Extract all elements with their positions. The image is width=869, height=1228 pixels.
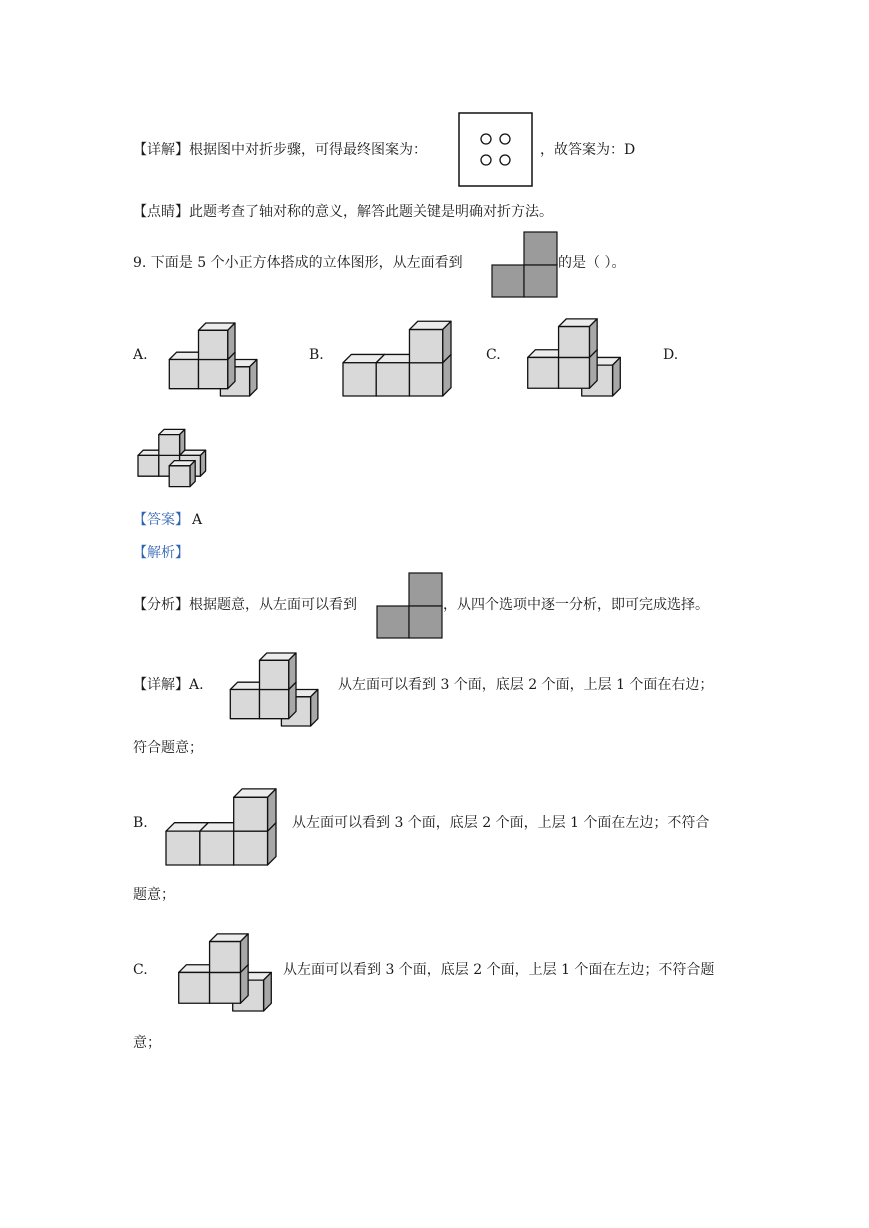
cube-front-face bbox=[376, 363, 409, 396]
cube-side-face bbox=[250, 360, 257, 397]
detail-a-figure bbox=[222, 652, 332, 727]
option-a-label: A. bbox=[133, 347, 148, 363]
detail-b-continuation: 题意； bbox=[133, 887, 175, 903]
option-d-figure bbox=[137, 418, 242, 498]
cube-side-face bbox=[240, 934, 248, 973]
detail-c-continuation: 意； bbox=[133, 1035, 161, 1051]
cube-side-face bbox=[228, 323, 235, 360]
detail-c-text: 从左面可以看到 3 个面，底层 2 个面，上层 1 个面在左边；不符合题 bbox=[283, 962, 715, 978]
cube-side-face bbox=[443, 321, 451, 363]
cube-front-face bbox=[200, 831, 234, 865]
cube-front-face bbox=[166, 831, 200, 865]
detail-a-text: 从左面可以看到 3 个面，底层 2 个面，上层 1 个面在右边； bbox=[338, 677, 714, 693]
cube-front-face bbox=[409, 330, 442, 363]
analysis-text: 【分析】根据题意，从左面可以看到 bbox=[133, 597, 357, 613]
detail-suffix-text: ，故答案为：D bbox=[540, 142, 636, 158]
option-a-figure bbox=[161, 322, 271, 397]
cube-front-face bbox=[409, 363, 442, 396]
cube-side-face bbox=[190, 461, 195, 487]
question-9-text: 9. 下面是 5 个小正方体搭成的立体图形，从左面看到 bbox=[133, 255, 463, 271]
cube-side-face bbox=[268, 789, 276, 831]
cube-front-face bbox=[559, 327, 590, 358]
detail-c-figure bbox=[170, 930, 280, 1012]
cube-front-face bbox=[559, 357, 590, 388]
cube-front-face bbox=[260, 690, 289, 719]
option-d-label: D. bbox=[663, 347, 679, 363]
cube-front-face bbox=[138, 455, 159, 476]
cube-side-face bbox=[613, 357, 621, 396]
detail-b-figure bbox=[165, 782, 277, 866]
cube-front-face bbox=[199, 360, 228, 389]
cube-front-face bbox=[179, 972, 210, 1003]
option-c-figure bbox=[519, 315, 629, 397]
cube-side-face bbox=[180, 429, 185, 455]
cube-front-face bbox=[234, 797, 268, 831]
cube-front-face bbox=[343, 363, 376, 396]
option-c-label: C. bbox=[486, 347, 501, 363]
cube-front-face bbox=[210, 942, 241, 973]
cube-front-face bbox=[528, 357, 559, 388]
cube-front-face bbox=[210, 972, 241, 1003]
cube-side-face bbox=[200, 450, 205, 476]
question-9-suffix: 的是（ ）。 bbox=[558, 255, 626, 271]
cube-front-face bbox=[234, 831, 268, 865]
cube-front-face bbox=[199, 330, 228, 359]
cube-front-face bbox=[260, 660, 289, 689]
detail-b-text: 从左面可以看到 3 个面，底层 2 个面，上层 1 个面在左边；不符合 bbox=[292, 815, 710, 831]
detail-a-label: 【详解】A. bbox=[133, 677, 204, 693]
cube-side-face bbox=[289, 653, 296, 690]
cube-side-face bbox=[264, 972, 272, 1011]
left-view-figure-2 bbox=[376, 572, 444, 640]
tip-line: 【点睛】此题考查了轴对称的意义，解答此题关键是明确对折方法。 bbox=[133, 204, 553, 220]
folded-pattern-figure bbox=[458, 112, 534, 188]
cube-front-face bbox=[230, 690, 259, 719]
cube-front-face bbox=[169, 360, 198, 389]
cube-front-face bbox=[159, 435, 180, 456]
detail-c-label: C. bbox=[133, 962, 148, 978]
option-b-label: B. bbox=[309, 347, 324, 363]
detail-b-label: B. bbox=[133, 815, 148, 831]
answer-tag: 【答案】 bbox=[133, 512, 189, 528]
analysis-tag: 【解析】 bbox=[133, 545, 189, 561]
answer-value: A bbox=[192, 512, 203, 528]
cube-side-face bbox=[311, 690, 318, 727]
analysis-suffix: ，从四个选项中逐一分析，即可完成选择。 bbox=[443, 597, 709, 613]
cube-front-face bbox=[169, 466, 190, 487]
option-b-figure bbox=[342, 315, 452, 397]
left-view-figure bbox=[491, 231, 559, 299]
detail-prefix-text: 【详解】根据图中对折步骤，可得最终图案为： bbox=[133, 142, 427, 158]
cube-side-face bbox=[589, 319, 597, 358]
detail-a-continuation: 符合题意； bbox=[133, 740, 203, 756]
